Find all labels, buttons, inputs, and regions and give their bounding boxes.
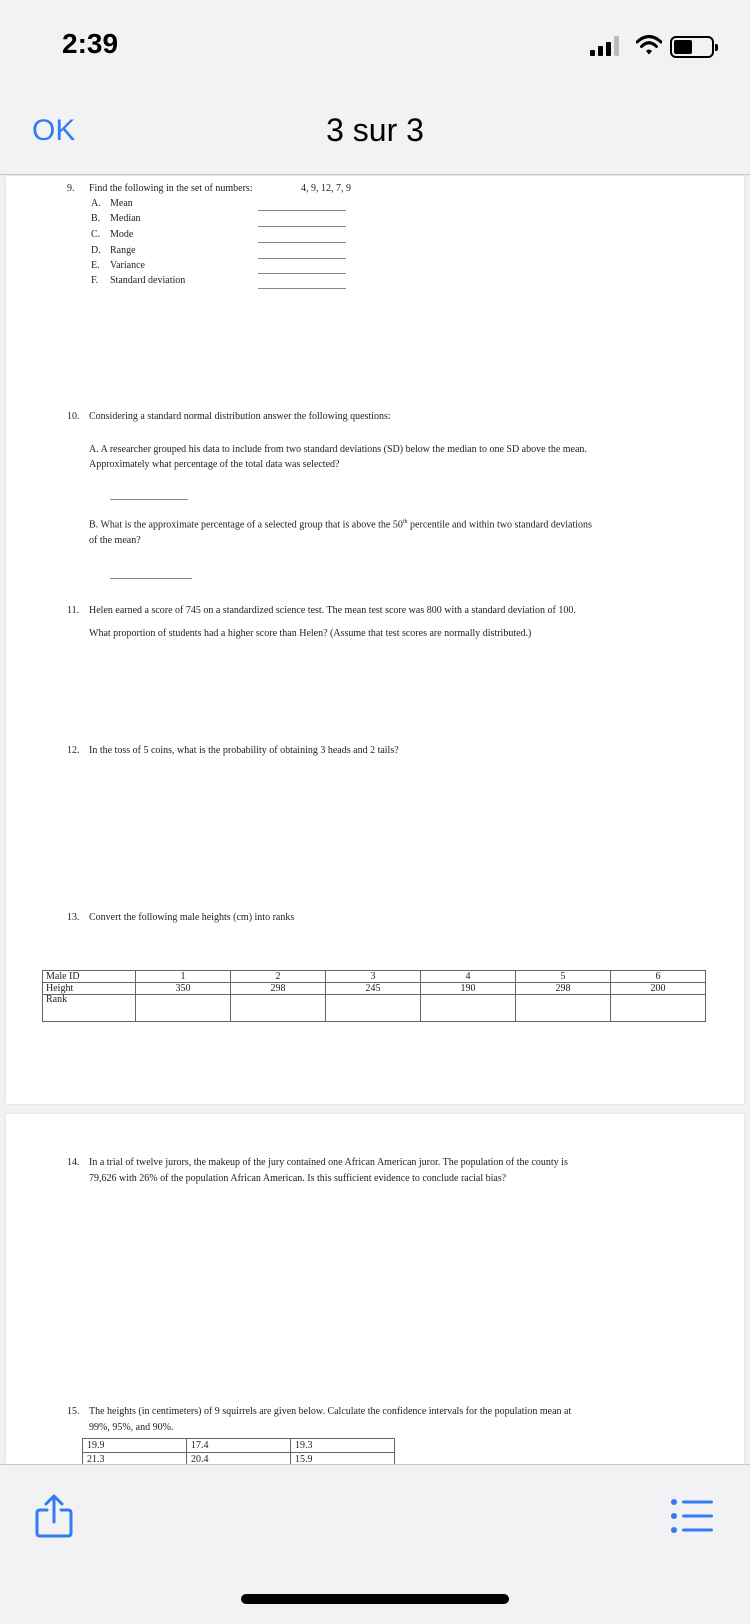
q9-item-letter: F. bbox=[91, 275, 99, 286]
table-cell: 2 bbox=[231, 971, 326, 983]
q9-item-label: Variance bbox=[110, 260, 145, 271]
q15-number: 15. bbox=[67, 1406, 80, 1417]
q12-number: 12. bbox=[67, 745, 80, 756]
q10-b-text: of the mean? bbox=[89, 535, 141, 546]
q10-b-text: B. What is the approximate percentage of a selected group that is above the 50th percentile and within two standard deviations bbox=[89, 519, 592, 531]
answer-blank bbox=[258, 242, 346, 243]
q11-number: 11. bbox=[67, 605, 80, 616]
table-cell: 20.4 bbox=[187, 1453, 291, 1465]
q15-text: 99%, 95%, and 90%. bbox=[89, 1422, 174, 1433]
q9-item-label: Median bbox=[110, 213, 141, 224]
table-cell: 19.9 bbox=[83, 1439, 187, 1453]
q9-item-label: Range bbox=[110, 245, 136, 256]
answer-blank bbox=[258, 258, 346, 259]
q13-number: 13. bbox=[67, 912, 80, 923]
q9-number: 9. bbox=[67, 183, 75, 194]
table-cell: 17.4 bbox=[187, 1439, 291, 1453]
document-page-2[interactable] bbox=[6, 1114, 744, 1464]
table-cell: 190 bbox=[421, 983, 516, 995]
nav-divider bbox=[0, 174, 750, 175]
wifi-icon bbox=[636, 34, 662, 56]
q9-item-label: Standard deviation bbox=[110, 275, 186, 286]
table-cell: 4 bbox=[421, 971, 516, 983]
answer-blank bbox=[258, 273, 346, 274]
status-time: 2:39 bbox=[62, 28, 119, 59]
table-row bbox=[43, 971, 706, 983]
table-cell: 1 bbox=[136, 971, 231, 983]
squirrel-heights-table bbox=[82, 1438, 395, 1464]
q14-number: 14. bbox=[67, 1157, 80, 1168]
table-cell bbox=[421, 995, 516, 1022]
q14-text: 79,626 with 26% of the population African American. Is this sufficient evidence to conclude racial bias? bbox=[89, 1173, 507, 1184]
row-label: Height bbox=[43, 983, 136, 995]
q9-item-letter: C. bbox=[91, 229, 101, 240]
table-cell: 3 bbox=[326, 971, 421, 983]
q9-item-letter: D. bbox=[91, 245, 101, 256]
cellular-signal-icon bbox=[590, 36, 626, 56]
table-cell: 21.3 bbox=[83, 1453, 187, 1465]
list-icon[interactable] bbox=[670, 1498, 714, 1534]
q10-number: 10. bbox=[67, 411, 80, 422]
height-rank-table bbox=[42, 970, 706, 1022]
table-cell: 19.3 bbox=[291, 1439, 395, 1453]
table-cell: 298 bbox=[231, 983, 326, 995]
q9-item-letter: E. bbox=[91, 260, 100, 271]
table-row bbox=[83, 1439, 395, 1453]
q9-prompt: Find the following in the set of numbers: bbox=[89, 183, 253, 194]
battery-icon bbox=[670, 36, 714, 58]
ok-button[interactable]: OK bbox=[32, 114, 76, 147]
table-cell bbox=[231, 995, 326, 1022]
q9-item-letter: B. bbox=[91, 213, 101, 224]
row-label: Rank bbox=[43, 995, 136, 1022]
page-counter-title: 3 sur 3 bbox=[326, 112, 424, 148]
table-cell: 350 bbox=[136, 983, 231, 995]
table-cell bbox=[516, 995, 611, 1022]
q11-text: Helen earned a score of 745 on a standardized science test. The mean test score was 800 with a standard deviation of 100. bbox=[89, 605, 576, 616]
q14-text: In a trial of twelve jurors, the makeup of the jury contained one African American juror. The population of the county is bbox=[89, 1157, 568, 1168]
table-cell: 245 bbox=[326, 983, 421, 995]
table-cell bbox=[326, 995, 421, 1022]
table-cell: 15.9 bbox=[291, 1453, 395, 1465]
q12-text: In the toss of 5 coins, what is the probability of obtaining 3 heads and 2 tails? bbox=[89, 745, 399, 756]
answer-blank bbox=[110, 578, 192, 579]
table-row bbox=[43, 995, 706, 1022]
table-row bbox=[43, 983, 706, 995]
table-cell: 200 bbox=[611, 983, 706, 995]
q15-text: The heights (in centimeters) of 9 squirrels are given below. Calculate the confidence intervals for the population mean at bbox=[89, 1406, 572, 1417]
q9-item-label: Mean bbox=[110, 198, 133, 209]
answer-blank bbox=[110, 499, 188, 500]
q10-prompt: Considering a standard normal distribution answer the following questions: bbox=[89, 411, 391, 422]
q11-text: What proportion of students had a higher score than Helen? (Assume that test scores are normally distributed.) bbox=[89, 628, 532, 639]
table-cell bbox=[611, 995, 706, 1022]
q9-item-label: Mode bbox=[110, 229, 134, 240]
answer-blank bbox=[258, 210, 346, 211]
q9-item-letter: A. bbox=[91, 198, 101, 209]
row-label: Male ID bbox=[43, 971, 136, 983]
table-cell: 6 bbox=[611, 971, 706, 983]
share-icon[interactable] bbox=[34, 1494, 74, 1538]
answer-blank bbox=[258, 288, 346, 289]
table-cell: 298 bbox=[516, 983, 611, 995]
answer-blank bbox=[258, 226, 346, 227]
table-row bbox=[83, 1453, 395, 1465]
table-cell bbox=[136, 995, 231, 1022]
toolbar-divider bbox=[0, 1464, 750, 1465]
q13-text: Convert the following male heights (cm) into ranks bbox=[89, 912, 295, 923]
q9-numbers: 4, 9, 12, 7, 9 bbox=[301, 183, 351, 194]
table-cell: 5 bbox=[516, 971, 611, 983]
q10-a-text: A. A researcher grouped his data to include from two standard deviations (SD) below the median to one SD above the mean. bbox=[89, 444, 587, 455]
document-page-1[interactable] bbox=[6, 176, 744, 1104]
home-indicator[interactable] bbox=[241, 1594, 509, 1604]
q10-a-text: Approximately what percentage of the total data was selected? bbox=[89, 459, 340, 470]
